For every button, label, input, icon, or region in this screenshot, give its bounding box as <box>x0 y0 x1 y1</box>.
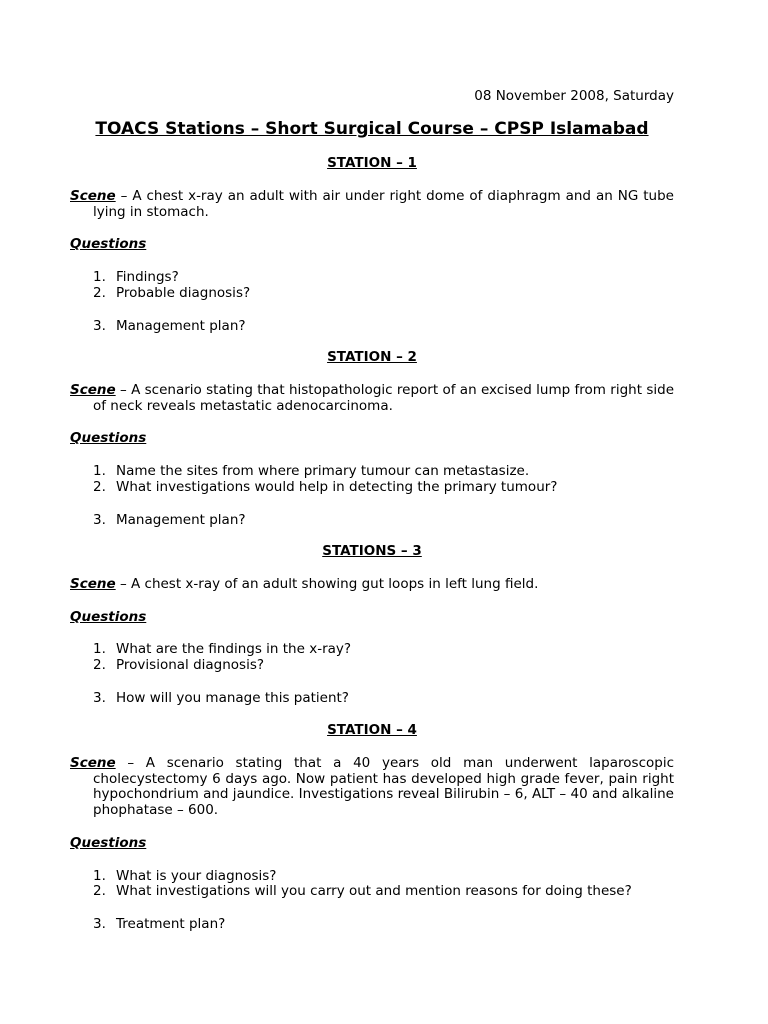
question-text: Findings? <box>116 269 179 286</box>
scene-text: – A chest x-ray an adult with air under right dome of diaphragm and an NG tube lying in stomach. <box>93 188 674 220</box>
question-text: Provisional diagnosis? <box>116 657 265 674</box>
question-item <box>70 270 674 286</box>
question-number: 3. <box>93 511 106 528</box>
question-number: 1. <box>93 867 106 884</box>
question-text: Management plan? <box>116 511 246 528</box>
question-number: 3. <box>93 915 106 932</box>
questions-list <box>70 869 674 933</box>
station-3 <box>70 544 674 707</box>
questions-list <box>70 642 674 706</box>
question-text: Name the sites from where primary tumour can metastasize. <box>116 463 530 480</box>
question-text: Treatment plan? <box>116 915 226 932</box>
station-heading: STATION – 1 <box>327 155 417 171</box>
question-number: 2. <box>93 478 106 495</box>
scene-paragraph <box>70 383 674 414</box>
question-item <box>70 464 674 480</box>
scene-label: Scene <box>70 755 116 771</box>
questions-list <box>70 270 674 334</box>
station-2 <box>70 350 674 528</box>
scene-text: – A scenario stating that a 40 years old man underwent laparoscopic cholecystectomy 6 days ago. Now patient has developed high grade fever, pain right hypochondrium and jaundice. Investigations reveal Bilirubin – 6, ALT – 40 and alkaline phophatase – 600. <box>93 755 674 819</box>
scene-paragraph <box>70 577 674 593</box>
question-item <box>70 513 674 529</box>
scene-text: – A chest x-ray of an adult showing gut loops in left lung field. <box>115 576 539 592</box>
question-text: What are the findings in the x-ray? <box>116 641 352 658</box>
scene-label: Scene <box>70 188 116 204</box>
question-item <box>70 319 674 335</box>
question-number: 1. <box>93 463 106 480</box>
question-item <box>70 884 674 900</box>
station-heading: STATION – 2 <box>327 349 417 365</box>
document-title: TOACS Stations – Short Surgical Course – CPSP Islamabad <box>95 119 649 139</box>
questions-heading: Questions <box>70 236 147 253</box>
question-number: 3. <box>93 689 106 706</box>
question-item <box>70 917 674 933</box>
question-number: 1. <box>93 641 106 658</box>
question-text: Probable diagnosis? <box>116 284 251 301</box>
station-heading: STATION – 4 <box>327 722 417 738</box>
station-heading: STATIONS – 3 <box>322 543 422 559</box>
question-number: 2. <box>93 883 106 900</box>
document-date: 08 November 2008, Saturday <box>474 88 674 104</box>
questions-heading: Questions <box>70 430 147 447</box>
question-item <box>70 658 674 674</box>
question-item <box>70 642 674 658</box>
question-number: 3. <box>93 317 106 334</box>
scene-text: – A scenario stating that histopathologic report of an excised lump from right side of neck reveals metastatic adenocarcinoma. <box>93 382 674 414</box>
question-text: What investigations will you carry out and mention reasons for doing these? <box>116 883 632 900</box>
scene-label: Scene <box>70 576 116 592</box>
question-item <box>70 691 674 707</box>
question-item <box>70 286 674 302</box>
question-number: 1. <box>93 269 106 286</box>
scene-paragraph <box>70 189 674 220</box>
question-number: 2. <box>93 284 106 301</box>
station-1 <box>70 156 674 334</box>
questions-heading: Questions <box>70 834 147 851</box>
question-item <box>70 869 674 885</box>
question-text: What investigations would help in detecting the primary tumour? <box>116 478 558 495</box>
question-text: How will you manage this patient? <box>116 689 349 706</box>
questions-list <box>70 464 674 528</box>
question-item <box>70 480 674 496</box>
question-text: What is your diagnosis? <box>116 867 277 884</box>
scene-paragraph <box>70 756 674 819</box>
question-number: 2. <box>93 657 106 674</box>
station-4 <box>70 723 674 933</box>
scene-label: Scene <box>70 382 116 398</box>
questions-heading: Questions <box>70 608 147 625</box>
question-text: Management plan? <box>116 317 246 334</box>
